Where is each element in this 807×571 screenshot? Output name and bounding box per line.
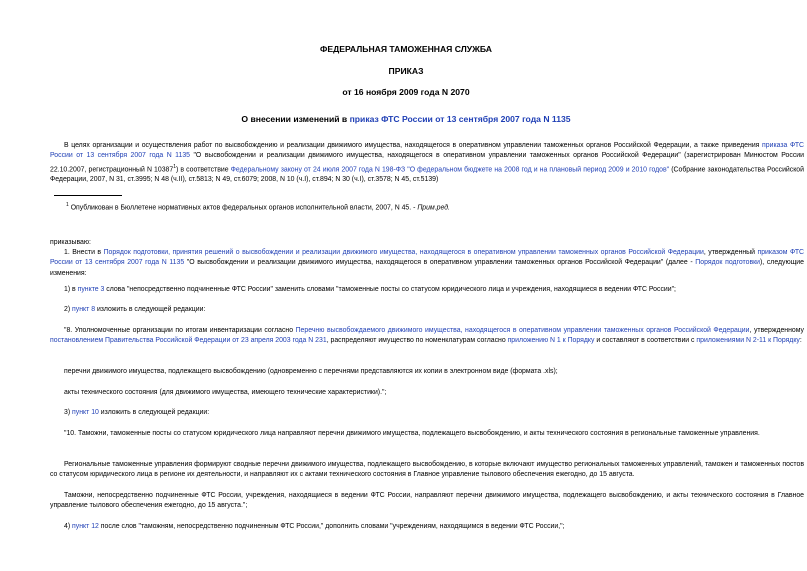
paragraph-text: "О высвобождении и реализации движимого имущества, находящегося в оперативном управлении таможенных органов Российской Федерации" (далее - <box>184 259 696 267</box>
link-point-12[interactable]: пункт 12 <box>72 523 99 530</box>
quote-point-10-para-2: Региональные таможенные управления формируют сводные перечни движимого имущества, подлежащего высвобождению, в которые включают имущество региональных таможенных управлений, таможен и таможенных постов со статусом юридического лица в регионе их деятельности, и направляют их с актами технического состояния в Главное управление тылового обеспечения ежегодно, до 15 августа. <box>50 461 804 479</box>
title-link[interactable]: приказ ФТС России от 13 сентября 2007 года N 1135 <box>349 114 571 124</box>
quote-text: и составляют в соответствии с <box>594 337 697 345</box>
link-government-resolution[interactable]: постановлением Правительства Российской Федерации от 23 апреля 2003 года N 231 <box>50 337 327 345</box>
subitem-2 <box>50 305 804 315</box>
footnote-mark: 1 <box>66 202 69 208</box>
preamble-link-federal-law[interactable]: Федеральному закону от 24 июля 2007 года N 198-ФЗ "О федеральном бюджете на 2008 год и на плановый период 2009 и 2010 годов" <box>230 165 670 173</box>
link-point-8[interactable]: пункт 8 <box>72 306 96 313</box>
subitem-3 <box>50 408 804 418</box>
preamble-paragraph <box>50 141 804 185</box>
footnote-note: Прим.ред. <box>417 204 450 212</box>
subitem-text: 4) <box>64 523 73 530</box>
link-appendix-1[interactable]: приложению N 1 к Порядку <box>507 337 595 345</box>
preamble-link-order-1135[interactable]: приказа ФТС России от 13 сентября 2007 года N 1135 <box>50 142 805 160</box>
quote-point-10-para-1: "10. Таможни, таможенные посты со статусом юридического лица направляют перечни движимого имущества, подлежащего высвобождению, и акты технического состояния в региональные таможенные управления. <box>64 430 760 437</box>
link-property-list[interactable]: Перечню высвобождаемого движимого имущества, находящегося в оперативном управлении таможенных органов Российской Федерации <box>295 327 750 334</box>
paragraph-text: , утвержденный <box>703 249 758 256</box>
order-word: приказываю: <box>50 239 91 246</box>
link-point-3[interactable]: пункте 3 <box>77 286 105 293</box>
subitem-text: 2) <box>64 306 73 313</box>
subitem-text: изложить в следующей редакции: <box>95 306 206 313</box>
subitem-text: 1) в <box>64 286 78 293</box>
footnote-text: Опубликован в Бюллетене нормативных актов федеральных органов исполнительной власти, 2007, N 45. - <box>68 204 418 212</box>
preamble-text: В целях организации и осуществления работ по высвобождению и реализации движимого имущества, находящегося в оперативном управлении таможенных органов Российской Федерации, а также приведения <box>64 142 763 149</box>
quote-text: : <box>799 337 802 345</box>
title-prefix: О внесении изменений в <box>241 114 350 124</box>
link-procedure-short[interactable]: Порядок подготовки <box>695 259 760 267</box>
paragraph-text: 1. Внести в <box>64 249 104 256</box>
footnote-ref: 1 <box>173 163 176 170</box>
quote-text: , утвержденному <box>749 327 804 334</box>
agency-heading: ФЕДЕРАЛЬНАЯ ТАМОЖЕННАЯ СЛУЖБА <box>320 44 492 54</box>
preamble-text: ) в соответствие <box>175 165 231 173</box>
link-point-10[interactable]: пункт 10 <box>72 409 99 416</box>
link-procedure[interactable]: Порядок подготовки, принятия решений о высвобождении и реализации движимого имущества, находящегося в оперативном управлении таможенных органов Российской Федерации <box>103 249 704 256</box>
quote-text: "8. Уполномоченные организации по итогам инвентаризации согласно <box>64 327 296 334</box>
date-number-heading: от 16 ноября 2009 года N 2070 <box>342 87 470 97</box>
quote-point-10-para-3: Таможни, непосредственно подчиненные ФТС России, учреждения, находящиеся в ведении ФТС России, направляют перечни движимого имущества, подлежащего высвобождению, и акты технического состояния в Главное управление тылового обеспечения ежегодно, до 15 августа."; <box>50 492 804 510</box>
footnote-divider <box>54 195 122 196</box>
document-title <box>36 114 776 124</box>
subitem-1 <box>50 285 804 295</box>
quote-text: , распределяют имущество по номенклатурам согласно <box>326 337 508 345</box>
subitem-text: после слов "таможням, непосредственно подчиненным ФТС России," дополнить словами "учреждениям, находящимся в ведении ФТС России,"; <box>98 523 565 530</box>
quote-point-8 <box>50 326 804 347</box>
preamble-text: (Собрание законодательства Российской Федерации, 2007, N 31, ст.3995; N 48 (ч.II), ст.5813; N 49, ст.6079; 2008, N 10 (ч.I), ст.894; N 30 (ч.I), ст.3578; N 45, ст.5139) <box>50 165 804 184</box>
paragraph-text: ), следующие изменения: <box>50 259 804 277</box>
link-appendices-2-11[interactable]: приложениями N 2-11 к Порядку <box>696 337 800 345</box>
preamble-text: "О высвобождении и реализации движимого имущества, находящегося в оперативном управлении таможенных органов Российской Федерации" (зарегистрирован Минюстом России 22.10.2007, регистрационный N 10387 <box>50 152 804 173</box>
subitem-4 <box>50 522 804 532</box>
quote-list-item-1: перечни движимого имущества, подлежащего высвобождению (одновременно с перечнями представляются их копии в электронном виде (формата .xls); <box>64 368 558 375</box>
link-order-1135[interactable]: приказом ФТС России от 13 сентября 2007 года N 1135 <box>50 249 805 267</box>
subitem-text: слова "непосредственно подчиненные ФТС России" заменить словами "таможенные посты со статусом юридического лица и учреждения, находящиеся в ведении ФТС России"; <box>104 286 676 293</box>
quote-list-item-2: акты технического состояния (для движимого имущества, имеющего технические характеристики)."; <box>64 389 387 396</box>
subitem-text: 3) <box>64 409 73 416</box>
subitem-text: изложить в следующей редакции: <box>98 409 210 416</box>
paragraph-1 <box>50 248 804 279</box>
doc-type-heading: ПРИКАЗ <box>388 66 424 76</box>
footnote <box>66 200 450 214</box>
